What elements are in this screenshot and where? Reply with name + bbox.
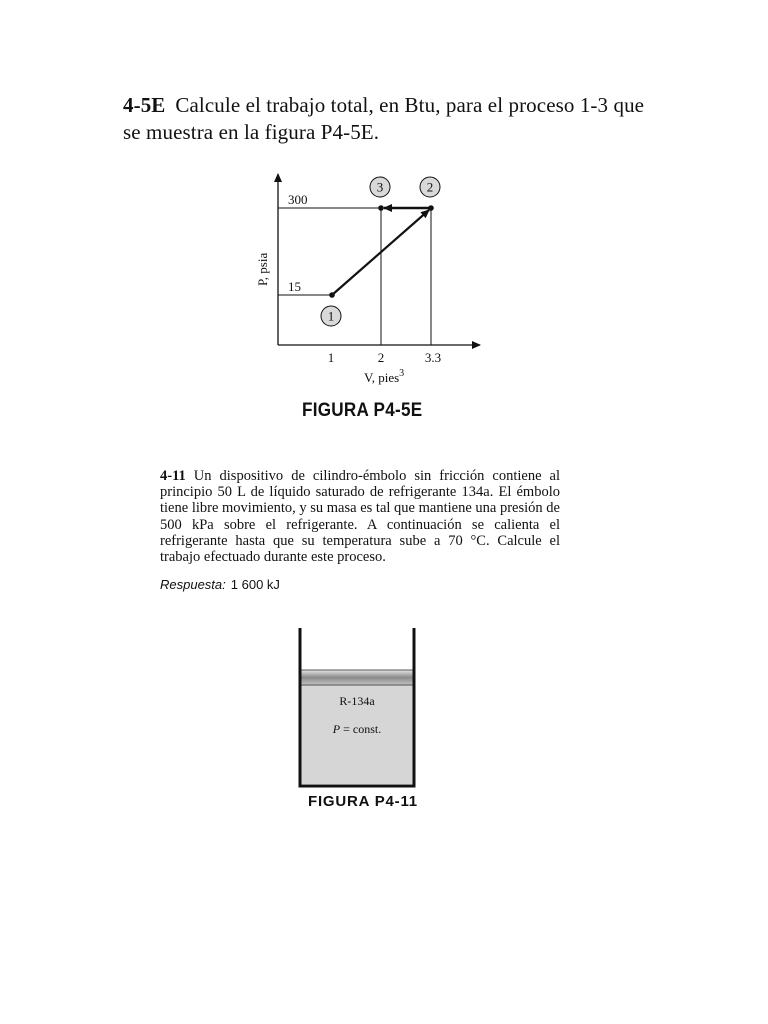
x-tick-2: 2 <box>377 350 385 365</box>
problem-number: 4-5E <box>123 93 166 117</box>
state-label-3 <box>370 177 390 197</box>
x-axis-label: V, pies$^3$ <box>364 368 405 385</box>
pv-diagram <box>240 168 490 390</box>
state-label-1 <box>321 306 341 326</box>
x-tick-1: 1 <box>327 350 335 365</box>
figure-caption-p4-11: FIGURA P4-11 <box>308 793 418 810</box>
answer-label: Respuesta: <box>160 577 226 592</box>
svg-text:1: 1 <box>327 308 335 324</box>
state-label-2 <box>420 177 440 197</box>
problem-text: Un dispositivo de cilindro-émbolo sin fricción contiene al principio 50 L de líquido saturado de refrigerante 134a. El émbolo tiene libre movimiento, y su masa es tal que mantiene una presión de 500 kPa sobre el refrigerante. A continuación se calienta el refrigerante hasta que su temperatura sube a 70 °C. Calcule el trabajo efectuado durante este proceso. <box>160 468 560 566</box>
svg-text:2: 2 <box>426 179 434 195</box>
x-tick-3-3: 3.3 <box>424 350 442 365</box>
svg-text:3: 3 <box>376 179 384 195</box>
piston <box>301 670 413 685</box>
state-point-2 <box>428 205 434 211</box>
y-axis-label: P, psia <box>255 252 270 286</box>
problem-text: Calcule el trabajo total, en Btu, para el proceso 1-3 que se muestra en la figura P4-5E. <box>123 93 645 144</box>
piston-cylinder-diagram <box>290 626 430 790</box>
pressure-label: P = const. <box>332 722 382 736</box>
y-tick-15: 15 <box>288 279 301 294</box>
fluid-label: R-134a <box>339 694 375 708</box>
y-tick-300: 300 <box>288 192 308 207</box>
problem-4-5E-statement <box>123 92 663 146</box>
answer-value: 1 600 kJ <box>230 577 280 592</box>
state-point-1 <box>329 292 335 298</box>
problem-number: 4-11 <box>160 468 186 484</box>
problem-4-11-statement <box>160 468 560 565</box>
state-point-3 <box>378 205 384 211</box>
problem-4-11-answer <box>160 577 280 592</box>
figure-caption-p4-5e: FIGURA P4-5E <box>302 400 423 421</box>
